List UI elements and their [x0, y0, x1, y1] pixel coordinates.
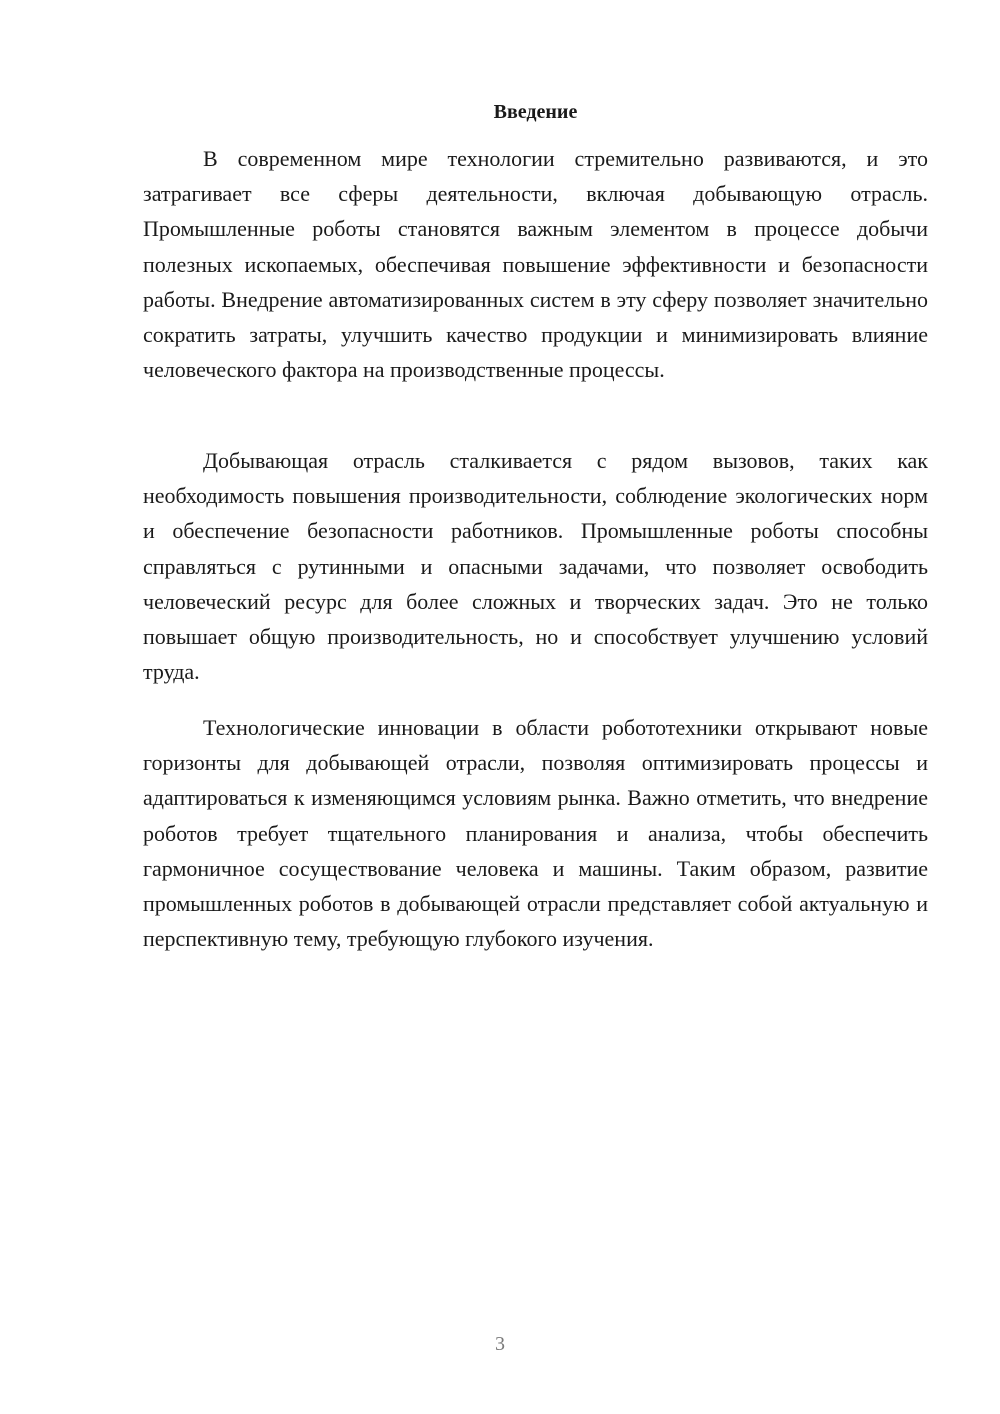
- page-number: 3: [495, 1333, 505, 1355]
- paragraph-2: Добывающая отрасль сталкивается с рядом вызовов, таких как необходимость повышения производительности, соблюдение экологических норм и обеспечение безопасности работников. Промышленные роботы способны справляться с рутинными и опасными задачами, что позволяет освободить человеческий ресурс для более сложных и творческих задач. Это не только повышает общую производительность, но и способствует улучшению условий труда.: [143, 448, 928, 685]
- section-title: Введение: [493, 101, 578, 123]
- paragraph-1: В современном мире технологии стремительно развиваются, и это затрагивает все сферы деятельности, включая добывающую отрасль. Промышленные роботы становятся важным элементом в процессе добычи полезных ископаемых, обеспечивая повышение эффективности и безопасности работы. Внедрение автоматизированных систем в эту сферу позволяет значительно сократить затраты, улучшить качество продукции и минимизировать влияние человеческого фактора на производственные процессы.: [143, 146, 928, 383]
- paragraph-3: Технологические инновации в области робототехники открывают новые горизонты для добывающей отрасли, позволяя оптимизировать процессы и адаптироваться к изменяющимся условиям рынка. Важно отметить, что внедрение роботов требует тщательного планирования и анализа, чтобы обеспечить гармоничное сосуществование человека и машины. Таким образом, развитие промышленных роботов в добывающей отрасли представляет собой актуальную и перспективную тему, требующую глубокого изучения.: [143, 715, 928, 952]
